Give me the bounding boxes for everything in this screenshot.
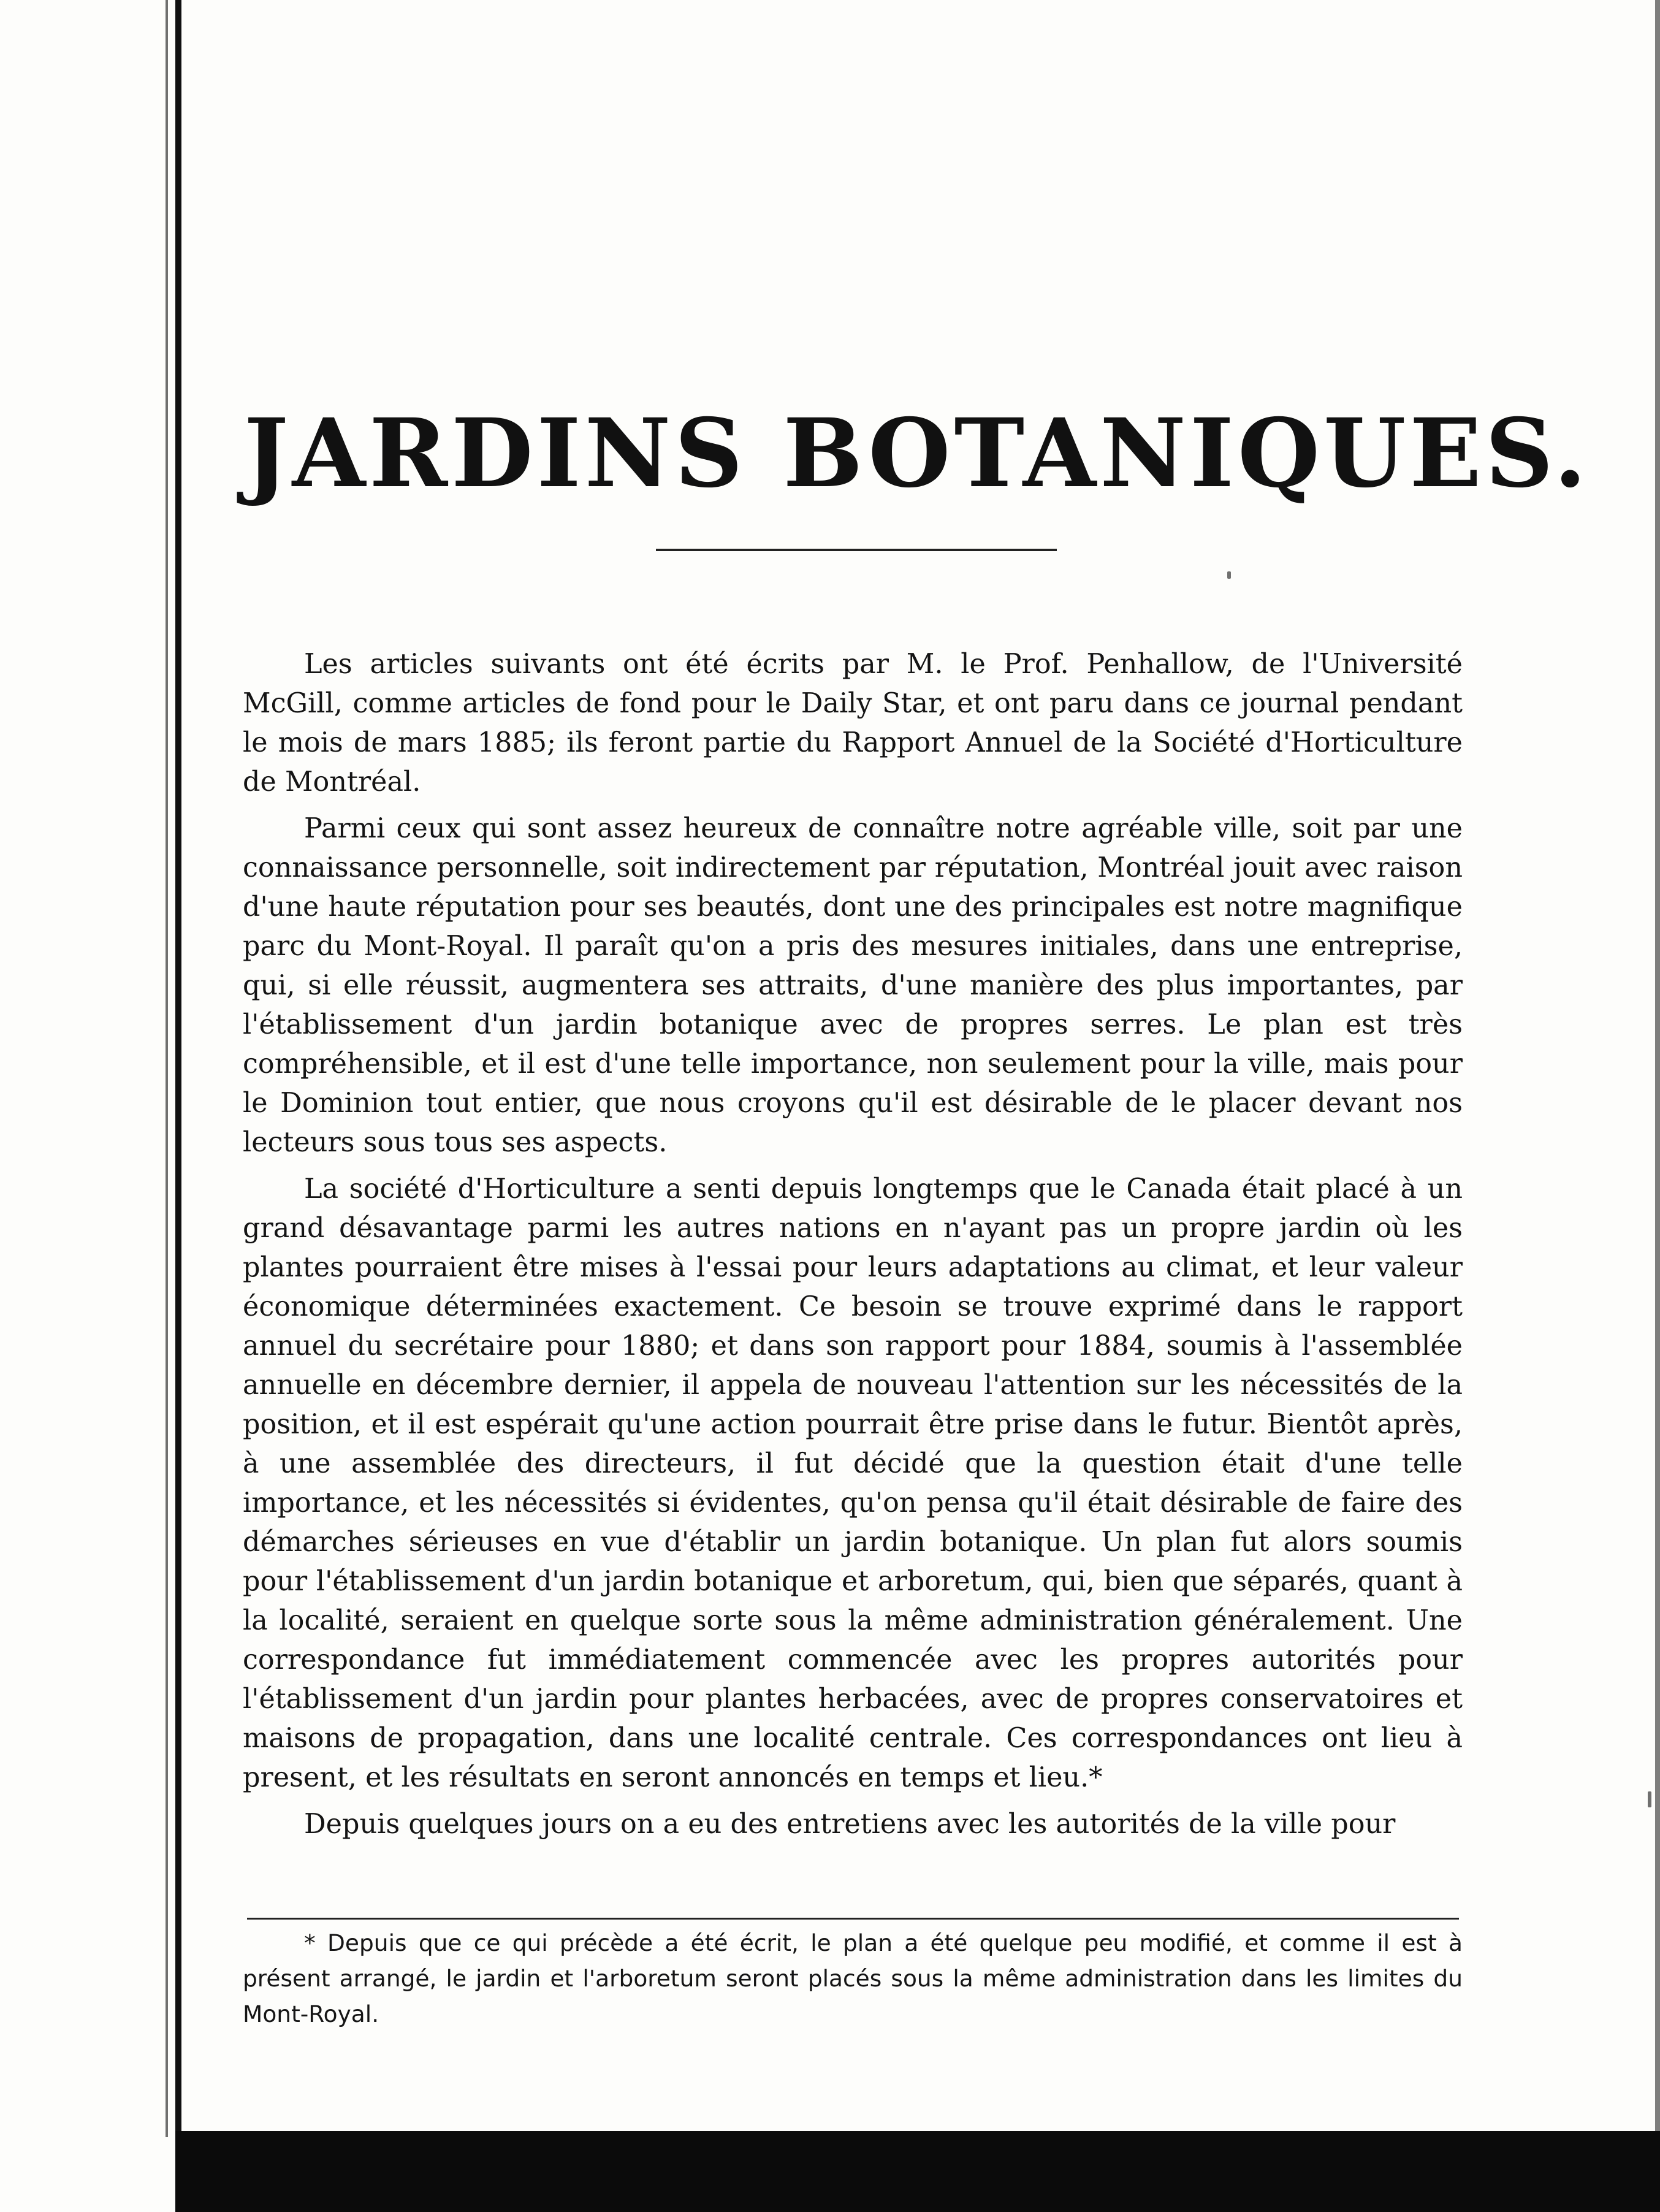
scan-edge-left-thin [166, 0, 168, 2137]
scan-speck [1648, 1791, 1651, 1807]
paragraph: Depuis quelques jours on a eu des entretiens avec les autorités de la ville pour [304, 1809, 1396, 1840]
title-rule [656, 549, 1057, 551]
page-title: JARDINS BOTANIQUES. [243, 398, 1591, 509]
scan-edge-bottom [175, 2131, 1660, 2212]
footnote: * Depuis que ce qui précède a été écrit, le plan a été quelque peu modifié, et comme il est à présent arrangé, le jardin et l'arboretum seront placés sous la même administration dans les limites du Mont-Royal. [243, 1929, 1463, 2027]
scan-speck [1227, 571, 1231, 579]
paragraph: La société d'Horticulture a senti depuis longtemps que le Canada était placé à un grand désavantage parmi les autres nations en n'ayant pas un propre jardin où les plantes pourraient être mises à l'essai pour leurs adaptations au climat, et leur valeur économique déterminées exactement. Ce besoin se trouve exprimé dans le rapport annuel du secrétaire pour 1880; et dans son rapport pour 1884, soumis à l'assemblée annuelle en décembre dernier, il appela de nouveau l'attention sur les nécessités de la position, et il est espérait qu'une action pourrait être prise dans le futur. Bientôt après, à une assemblée des directeurs, il fut décidé que la question était d'une telle importance, et les nécessités si évidentes, qu'on pensa qu'il était désirable de faire des démarches sérieuses en vue d'établir un jardin botanique. Un plan fut alors soumis pour l'établissement d'un jardin botanique et arboretum, qui, bien que séparés, quant à la localité, seraient en quelque sorte sous la même administration généralement. Une correspondance fut immédiatement commencée avec les propres autorités pour l'établissement d'un jardin pour plantes herbacées, avec de propres conservatoires et maisons de propagation, dans une localité centrale. Ces correspondances ont lieu à present, et les résultats en seront annoncés en temps et lieu.* [243, 1173, 1463, 1793]
scan-edge-right [1655, 0, 1660, 2212]
footnote-rule [247, 1918, 1459, 1920]
paragraph: Parmi ceux qui sont assez heureux de connaître notre agréable ville, soit par une connaissance personnelle, soit indirectement par réputation, Montréal jouit avec raison d'une haute réputation pour ses beautés, dont une des principales est notre magnifique parc du Mont-Royal. Il paraît qu'on a pris des mesures initiales, dans une entreprise, qui, si elle réussit, augmentera ses attraits, d'une manière des plus importantes, par l'établissement d'un jardin botanique avec de propres serres. Le plan est très compréhensible, et il est d'une telle importance, non seulement pour la ville, mais pour le Dominion tout entier, que nous croyons qu'il est désirable de le placer devant nos lecteurs sous tous ses aspects. [243, 813, 1463, 1158]
paragraph: Les articles suivants ont été écrits par M. le Prof. Penhallow, de l'Université McGill, comme articles de fond pour le Daily Star, et ont paru dans ce journal pendant le mois de mars 1885; ils feront partie du Rapport Annuel de la Société d'Horticulture de Montréal. [243, 649, 1463, 798]
scan-edge-left [175, 0, 181, 2137]
body-text [243, 645, 1463, 1844]
